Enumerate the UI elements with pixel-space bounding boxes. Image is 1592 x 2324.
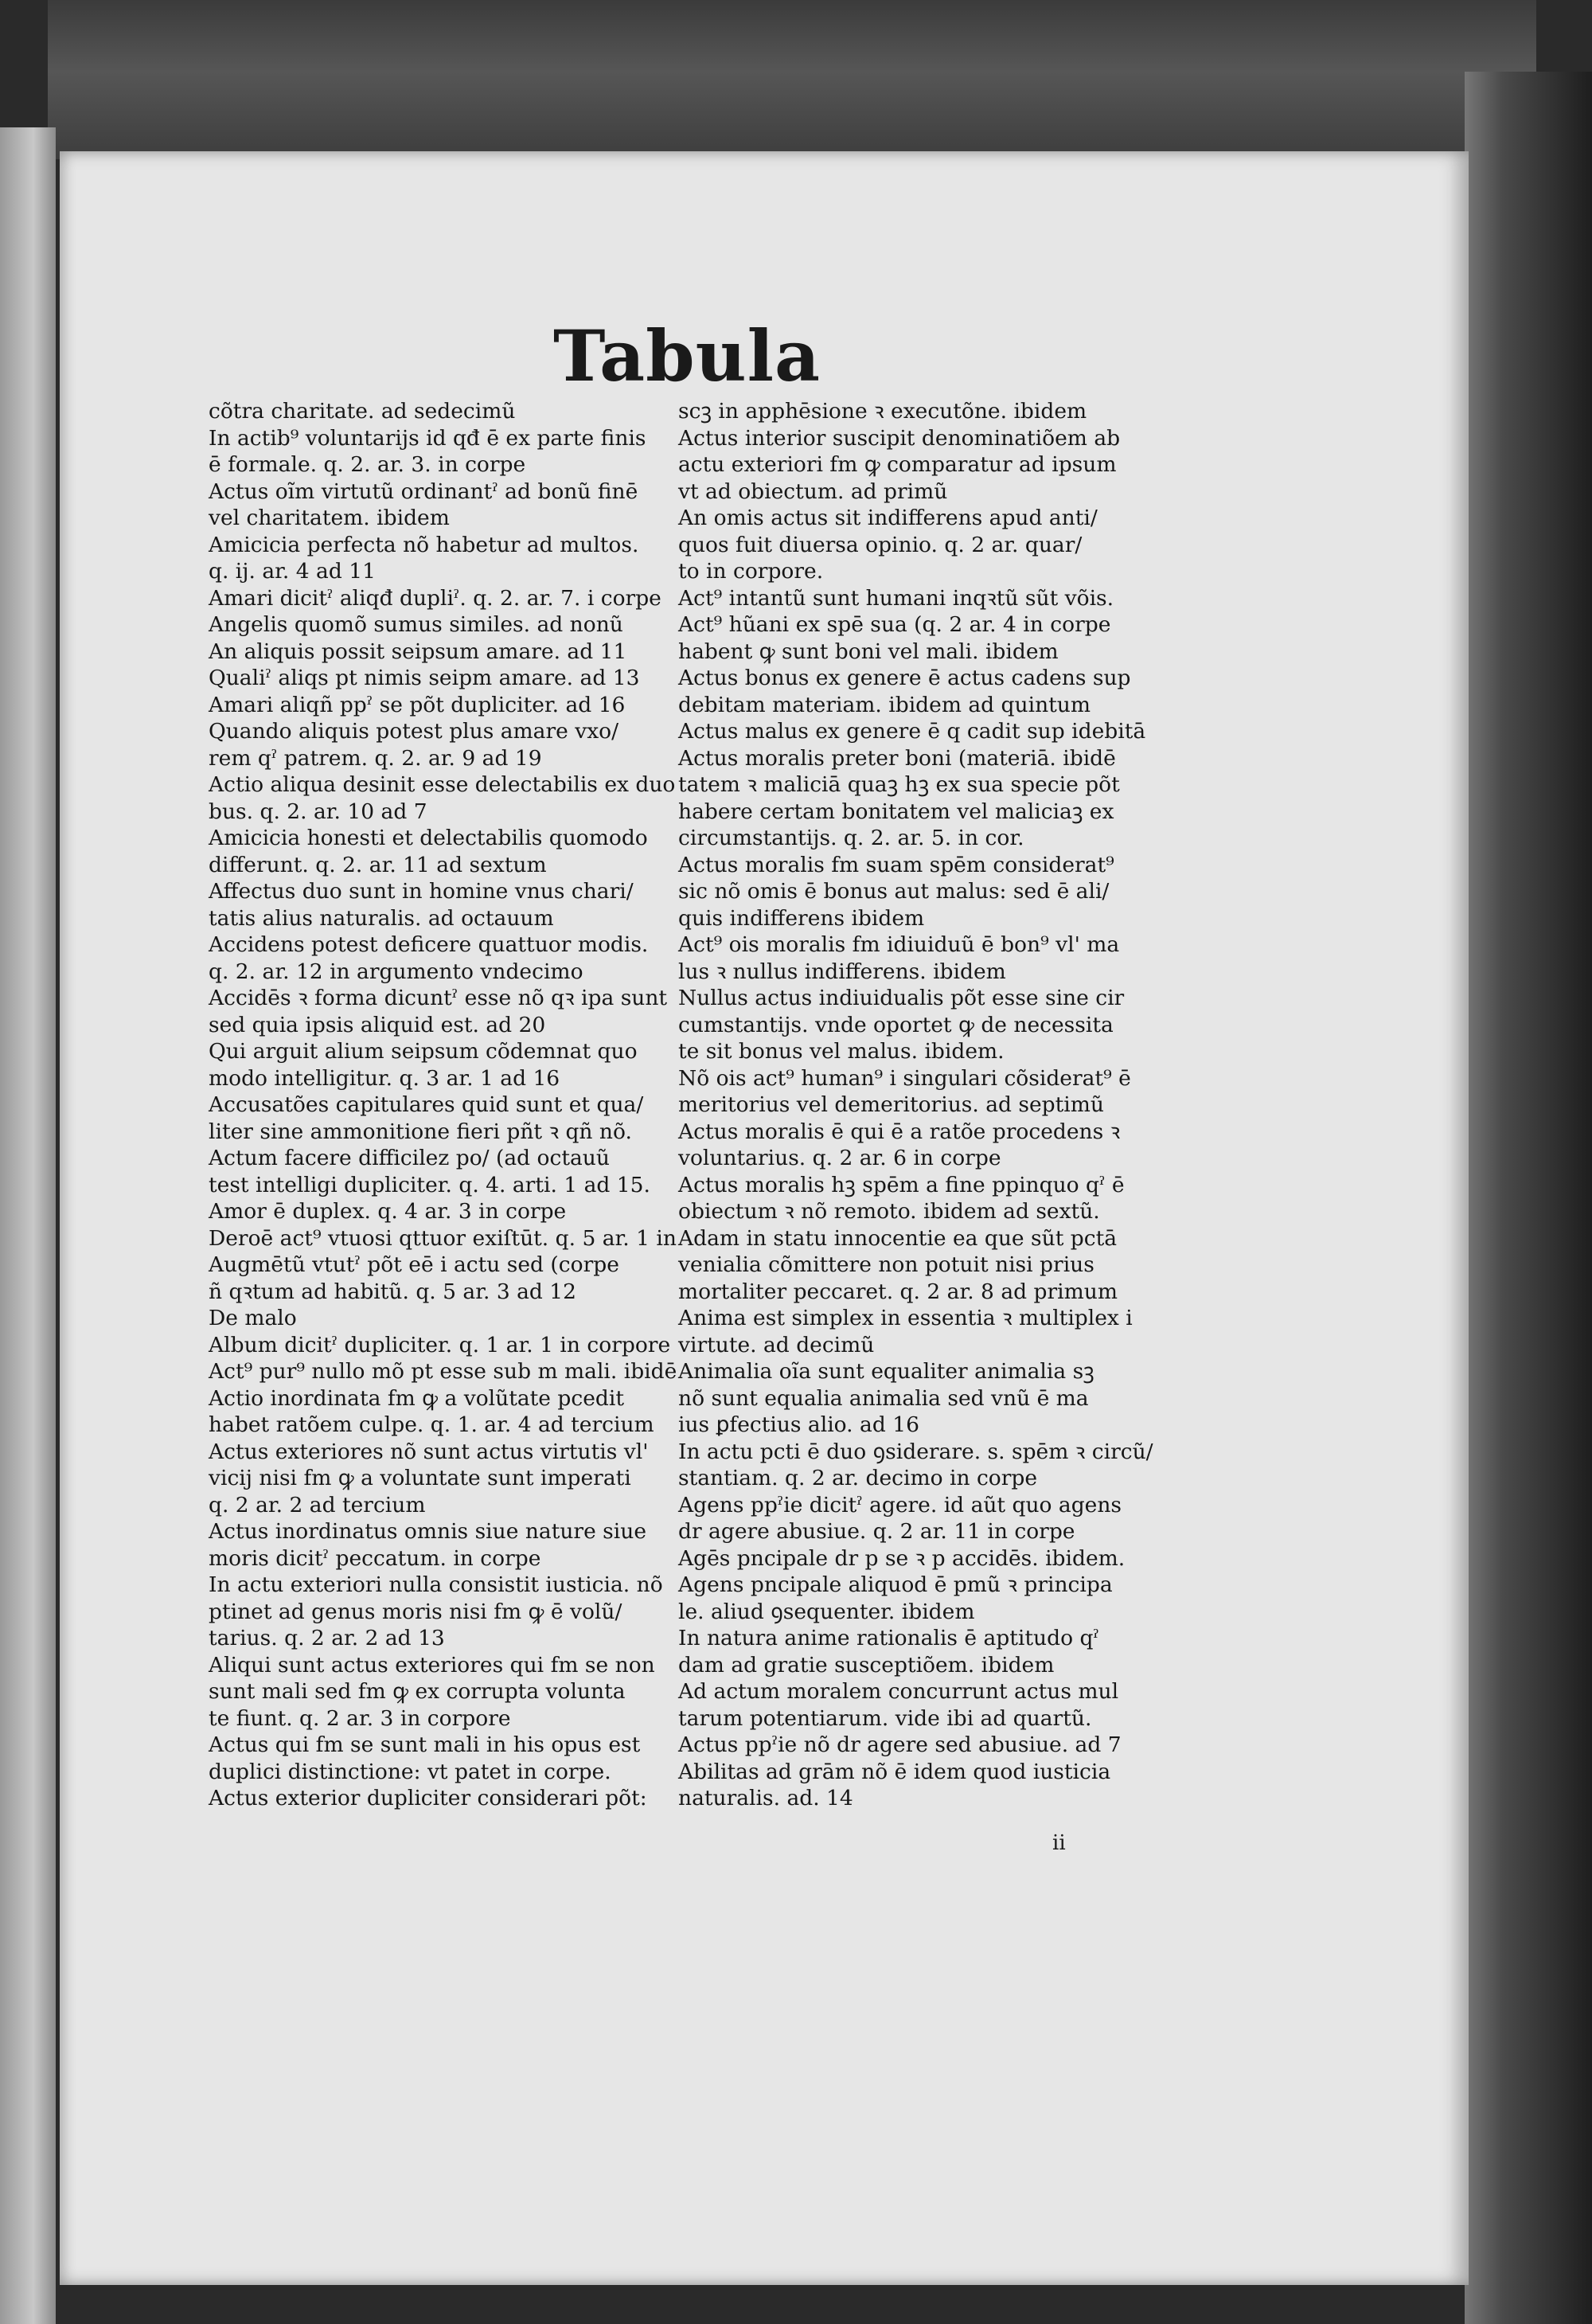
index-line: cõtra charitate. ad sedecimũ (209, 399, 516, 424)
page-number: ii (1052, 1831, 1066, 1855)
index-line: differunt. q. 2. ar. 11 ad sextum (209, 852, 547, 877)
index-line: Actus oĩm virtutũ ordinantˀ ad bonũ finē (209, 478, 638, 504)
index-line: In actu exteriori nulla consistit iusticia. nõ (209, 1572, 663, 1597)
index-line: quis indifferens ibidem (678, 905, 925, 931)
index-line: In actu pcti ē duo ꝯsiderare. s. spēm ꝛ circũ/ (678, 1439, 1153, 1464)
index-line: lus ꝛ nullus indifferens. ibidem (678, 959, 1006, 984)
index-line: circumstantijs. q. 2. ar. 5. in cor. (678, 826, 1024, 850)
index-line: An aliquis possit seipsum amare. ad 11 (209, 639, 627, 664)
index-line: scꝫ in apphēsione ꝛ executõne. ibidem (678, 399, 1087, 424)
index-line: Ad actum moralem concurrunt actus mul (678, 1679, 1119, 1704)
index-line: Amicicia perfecta nõ habetur ad multos. (209, 532, 639, 557)
index-line: le. aliud ꝯsequenter. ibidem (678, 1599, 975, 1624)
index-line: obiectum ꝛ nõ remoto. ibidem ad sextũ. (678, 1199, 1100, 1224)
index-line: meritorius vel demeritorius. ad septimũ (678, 1092, 1104, 1117)
index-line: Aliqui sunt actus exteriores qui fm se non (209, 1652, 655, 1678)
facing-page-edge (0, 127, 56, 2324)
index-line: debitam materiam. ibidem ad quintum (678, 692, 1091, 717)
index-line: dam ad gratie susceptiõem. ibidem (678, 1652, 1055, 1678)
index-line: sed quia ipsis aliquid est. ad 20 (209, 1012, 546, 1037)
index-line: liter sine ammonitione fieri pñt ꝛ qñ nõ. (209, 1119, 632, 1144)
index-line: Actus exteriores nõ sunt actus virtutis vl' (209, 1439, 649, 1464)
index-line: Act⁹ pur⁹ nullo mõ pt esse sub m mali. ibidē (209, 1359, 677, 1384)
index-line: actu exteriori fm ꝙ comparatur ad ipsum (678, 452, 1117, 477)
index-line: nõ sunt equalia animalia sed vnũ ē ma (678, 1385, 1089, 1411)
index-line: q. 2. ar. 12 in argumento vndecimo (209, 959, 583, 984)
index-line: habent ꝙ sunt boni vel mali. ibidem (678, 639, 1059, 664)
index-line: Amari aliqñ ppˀ se põt dupliciter. ad 16 (209, 692, 626, 717)
index-line: Actus moralis ē qui ē a ratõe procedens ꝛ (678, 1119, 1121, 1144)
right-column (678, 398, 1153, 1812)
index-line: In natura anime rationalis ē aptitudo qˀ (678, 1626, 1099, 1650)
book-fore-edge (1465, 72, 1592, 2324)
index-line: ptinet ad genus moris nisi fm ꝙ ē volũ/ (209, 1599, 622, 1624)
index-line: Actus moralis fm suam spēm considerat⁹ (678, 852, 1114, 877)
index-line: rem qˀ patrem. q. 2. ar. 9 ad 19 (209, 745, 542, 771)
index-line: te fiunt. q. 2 ar. 3 in corpore (209, 1705, 511, 1731)
index-line: Affectus duo sunt in homine vnus chari/ (209, 879, 634, 904)
index-line: q. 2 ar. 2 ad tercium (209, 1492, 426, 1517)
index-line: venialia cõmittere non potuit nisi prius (678, 1252, 1094, 1277)
index-line: Actum facere difficilez po/ (ad octauũ (209, 1146, 610, 1170)
index-line: q. ij. ar. 4 ad 11 (209, 559, 376, 584)
index-line: Act⁹ intantũ sunt humani inqꝛtũ sũt võis. (678, 585, 1114, 611)
index-line: Actio aliqua desinit esse delectabilis ex duo (209, 772, 676, 797)
index-line: Actus bonus ex genere ē actus cadens sup (678, 666, 1131, 690)
index-line: Amor ē duplex. q. 4 ar. 3 in corpe (209, 1199, 567, 1224)
index-line: tatis alius naturalis. ad octauum (209, 905, 554, 931)
index-line: voluntarius. q. 2 ar. 6 in corpe (678, 1146, 1001, 1170)
index-line: Actus ppˀie nõ dr agere sed abusiue. ad 7 (678, 1732, 1122, 1757)
index-line: tarius. q. 2 ar. 2 ad 13 (209, 1626, 445, 1650)
index-line: Agēs pncipale dr p se ꝛ p accidēs. ibidem. (678, 1545, 1126, 1571)
index-line: Actus malus ex genere ē q cadit sup idebitā (678, 719, 1146, 744)
index-line: vel charitatem. ibidem (209, 506, 450, 530)
index-line: Animalia oĩa sunt equaliter animalia sꝫ (678, 1359, 1094, 1384)
index-line: Actus qui fm se sunt mali in his opus est (209, 1732, 641, 1757)
index-line: ē formale. q. 2. ar. 3. in corpe (209, 452, 526, 477)
index-line: Accusatões capitulares quid sunt et qua/ (209, 1092, 644, 1117)
index-line: Actus moralis preter boni (materiā. ibidē (678, 745, 1116, 771)
index-line: Agens ppˀie dicitˀ agere. id aũt quo agens (678, 1492, 1122, 1517)
index-line: Amicicia honesti et delectabilis quomodo (209, 826, 648, 850)
index-line: Nõ ois act⁹ human⁹ i singulari cõsiderat⁹ ē (678, 1065, 1131, 1091)
index-line: Abilitas ad grām nõ ē idem quod iusticia (678, 1759, 1111, 1784)
index-line: Agens pncipale aliquod ē pmũ ꝛ principa (678, 1572, 1113, 1597)
index-line: sic nõ omis ē bonus aut malus: sed ē ali/ (678, 879, 1110, 904)
index-line: ius ꝑfectius alio. ad 16 (678, 1412, 919, 1437)
index-line: vicij nisi fm ꝙ a voluntate sunt imperati (209, 1466, 631, 1490)
index-line: Accidēs ꝛ forma dicuntˀ esse nõ qꝛ ipa sunt (209, 986, 668, 1010)
book-top-edge (48, 0, 1536, 159)
index-line: habere certam bonitatem vel maliciaꝫ ex (678, 799, 1114, 824)
index-line: Quando aliquis potest plus amare vxo/ (209, 719, 619, 744)
index-line: naturalis. ad. 14 (678, 1786, 853, 1810)
index-line: modo intelligitur. q. 3 ar. 1 ad 16 (209, 1065, 560, 1091)
index-line: tarum potentiarum. vide ibi ad quartũ. (678, 1705, 1092, 1731)
page-title: Tabula (553, 314, 821, 397)
index-line: Deroē act⁹ vtuosi qttuor exiſtūt. q. 5 ar. 1 in (209, 1225, 677, 1251)
index-line: test intelligi dupliciter. q. 4. arti. 1 ad 15. (209, 1172, 650, 1197)
index-line: Actio inordinata fm ꝙ a volũtate pcedit (209, 1385, 624, 1411)
index-line: Act⁹ ois moralis fm idiuiduũ ē bon⁹ vl' ma (678, 932, 1120, 957)
index-line: Adam in statu innocentie ea que sũt pctā (678, 1225, 1118, 1251)
index-line: to in corpore. (678, 559, 824, 584)
index-line: Nullus actus indiuidualis põt esse sine cir (678, 986, 1125, 1010)
index-line: Anima est simplex in essentia ꝛ multiplex i (678, 1306, 1133, 1330)
index-line: Augmētũ vtutˀ põt eē i actu sed (corpe (209, 1252, 619, 1277)
index-line: dr agere abusiue. q. 2 ar. 11 in corpe (678, 1519, 1075, 1544)
index-line: In actib⁹ voluntarijs id qđ ē ex parte finis (209, 425, 646, 451)
index-line: Accidens potest deficere quattuor modis. (209, 932, 649, 957)
index-line: Amari dicitˀ aliqđ dupliˀ. q. 2. ar. 7. i corpe (209, 585, 661, 611)
index-line: virtute. ad decimũ (678, 1332, 875, 1357)
index-line: Actus exterior dupliciter considerari põt: (209, 1786, 647, 1810)
index-line: sunt mali sed fm ꝙ ex corrupta volunta (209, 1679, 626, 1704)
index-line: ñ qꝛtum ad habitũ. q. 5 ar. 3 ad 12 (209, 1279, 577, 1304)
index-line: habet ratõem culpe. q. 1. ar. 4 ad tercium (209, 1412, 654, 1437)
index-line: Qualiˀ aliqs pt nimis seipm amare. ad 13 (209, 666, 640, 690)
index-line: tatem ꝛ maliciā quaꝫ hꝫ ex sua specie põt (678, 772, 1120, 797)
left-column (209, 398, 677, 1812)
index-line: quos fuit diuersa opinio. q. 2 ar. quar/ (678, 532, 1083, 557)
index-line: De malo (209, 1306, 297, 1330)
index-line: Act⁹ hũani ex spē sua (q. 2 ar. 4 in corpe (678, 612, 1111, 637)
index-line: Actus interior suscipit denominatiõem ab (678, 425, 1121, 451)
index-line: Qui arguit alium seipsum cõdemnat quo (209, 1039, 638, 1064)
index-line: Actus inordinatus omnis siue nature siue (209, 1519, 647, 1544)
index-line: Album dicitˀ dupliciter. q. 1 ar. 1 in corpore (209, 1332, 671, 1357)
index-line: cumstantijs. vnde oportet ꝙ de necessita (678, 1012, 1114, 1037)
index-line: Actus moralis hꝫ spēm a fine ppinquo qˀ ē (678, 1172, 1125, 1197)
index-line: moris dicitˀ peccatum. in corpe (209, 1545, 541, 1571)
index-line: Angelis quomõ sumus similes. ad nonũ (209, 612, 623, 637)
index-line: vt ad obiectum. ad primũ (678, 478, 948, 504)
index-line: bus. q. 2. ar. 10 ad 7 (209, 799, 427, 824)
index-line: te sit bonus vel malus. ibidem. (678, 1039, 1005, 1064)
index-line: duplici distinctione: vt patet in corpe. (209, 1759, 611, 1784)
index-line: An omis actus sit indifferens apud anti/ (678, 506, 1098, 530)
index-line: mortaliter peccaret. q. 2 ar. 8 ad primum (678, 1279, 1118, 1304)
index-line: stantiam. q. 2 ar. decimo in corpe (678, 1466, 1038, 1490)
